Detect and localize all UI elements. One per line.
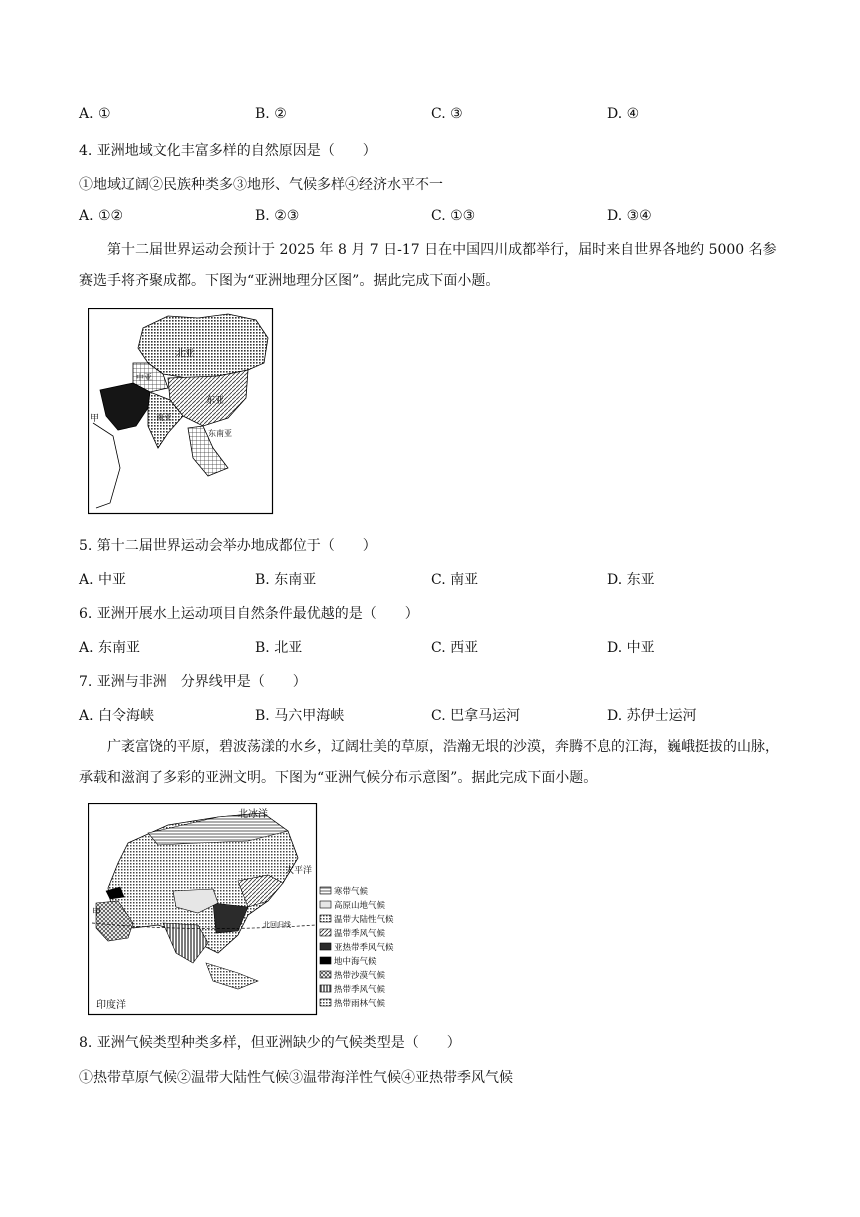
svg-text:热带雨林气候: 热带雨林气候 [334,999,386,1009]
climate-legend [320,886,394,1009]
intro-paragraph-2: 广袤富饶的平原，碧波荡漾的水乡，辽阔壮美的草原，浩瀚无垠的沙漠，奔腾不息的江海，巍峨挺拔的山脉，承载和滋润了多彩的亚洲文明。下图为“亚洲气候分布示意图”。据此完成下面小题。 [79,739,779,786]
svg-text:高原山地气候: 高原山地气候 [334,901,386,911]
legend-row [320,942,394,953]
q5-options [79,569,779,589]
svg-text:寒带气候: 寒带气候 [334,887,369,897]
option-b: B. ② [255,106,287,122]
svg-text:热带季风气候: 热带季风气候 [334,985,386,995]
legend-row [320,900,386,911]
q7-options [79,705,779,725]
label-indian-ocean: 印度洋 [96,1000,126,1011]
option-b: B. 北亚 [255,640,303,656]
option-d: D. 东亚 [607,572,655,588]
label-jia: 甲 [90,414,100,424]
option-b: B. 东南亚 [255,572,317,588]
option-c: C. ①③ [431,208,476,224]
option-a: A. 东南亚 [79,640,141,656]
option-b: B. 马六甲海峡 [255,708,345,724]
intro-paragraph-1: 第十二届世界运动会预计于 2025 年 8 月 7 日-17 日在中国四川成都举行，届时来自世界各地约 5000 名参赛选手将齐聚成都。下图为“亚洲地理分区图”。据此完成下面小题。 [79,242,777,289]
legend-row [320,998,386,1009]
label-central-asia: 中亚 [136,373,152,382]
option-b: B. ②③ [255,208,300,224]
option-d: D. 中亚 [607,640,655,656]
north-asia-region [138,314,268,378]
option-c: C. 南亚 [431,572,479,588]
q8-stem: 8. 亚洲气候类型种类多样，但亚洲缺少的气候类型是（ ） [79,1035,461,1051]
label-north-asia: 北亚 [176,349,195,359]
label-south-asia: 南亚 [156,413,172,422]
option-c: C. 西亚 [431,640,479,656]
q6-options [79,637,779,657]
q4-stem: 4. 亚洲地域文化丰富多样的自然原因是（ ） [79,143,377,159]
legend-row [320,956,377,967]
label-east-asia: 东亚 [206,396,225,406]
svg-text:地中海气候: 地中海气候 [334,957,377,967]
option-c: C. 巴拿马运河 [431,708,521,724]
option-a: A. 白令海峡 [79,708,155,724]
option-a: A. 中亚 [79,572,127,588]
label-southeast-asia: 东南亚 [208,429,232,438]
option-a: A. ① [79,106,111,122]
legend-row [320,970,386,981]
legend-row [320,914,394,925]
legend-row [320,928,386,939]
label-pacific-ocean: 太平洋 [285,866,313,876]
label-arctic-ocean: 北冰洋 [238,809,268,820]
q3-options [79,106,779,126]
option-d: D. 苏伊士运河 [607,708,697,724]
option-c: C. ③ [431,106,463,122]
legend-row [320,984,386,995]
option-a: A. ①② [79,208,124,224]
q6-stem: 6. 亚洲开展水上运动项目自然条件最优越的是（ ） [79,606,419,622]
svg-text:温带大陆性气候: 温带大陆性气候 [334,915,394,925]
label-jia: 甲 [92,908,102,918]
option-d: D. ④ [607,106,640,122]
svg-text:热带沙漠气候: 热带沙漠气候 [334,971,386,981]
q7-stem: 7. 亚洲与非洲 分界线甲是（ ） [79,674,307,690]
asia-climate-map [88,803,413,1018]
q4-items: ①地域辽阔②民族种类多③地形、气候多样④经济水平不一 [79,177,443,193]
option-d: D. ③④ [607,208,652,224]
q8-items: ①热带草原气候②温带大陆性气候③温带海洋性气候④亚热带季风气候 [79,1070,513,1086]
svg-text:亚热带季风气候: 亚热带季风气候 [334,943,394,953]
q5-stem: 5. 第十二届世界运动会举办地成都位于（ ） [79,538,377,554]
legend-row [320,886,369,897]
label-tropic-of-cancer: 北回归线 [263,921,291,929]
asia-regions-map [88,308,276,516]
svg-text:温带季风气候: 温带季风气候 [334,929,386,939]
q4-options [79,208,779,228]
